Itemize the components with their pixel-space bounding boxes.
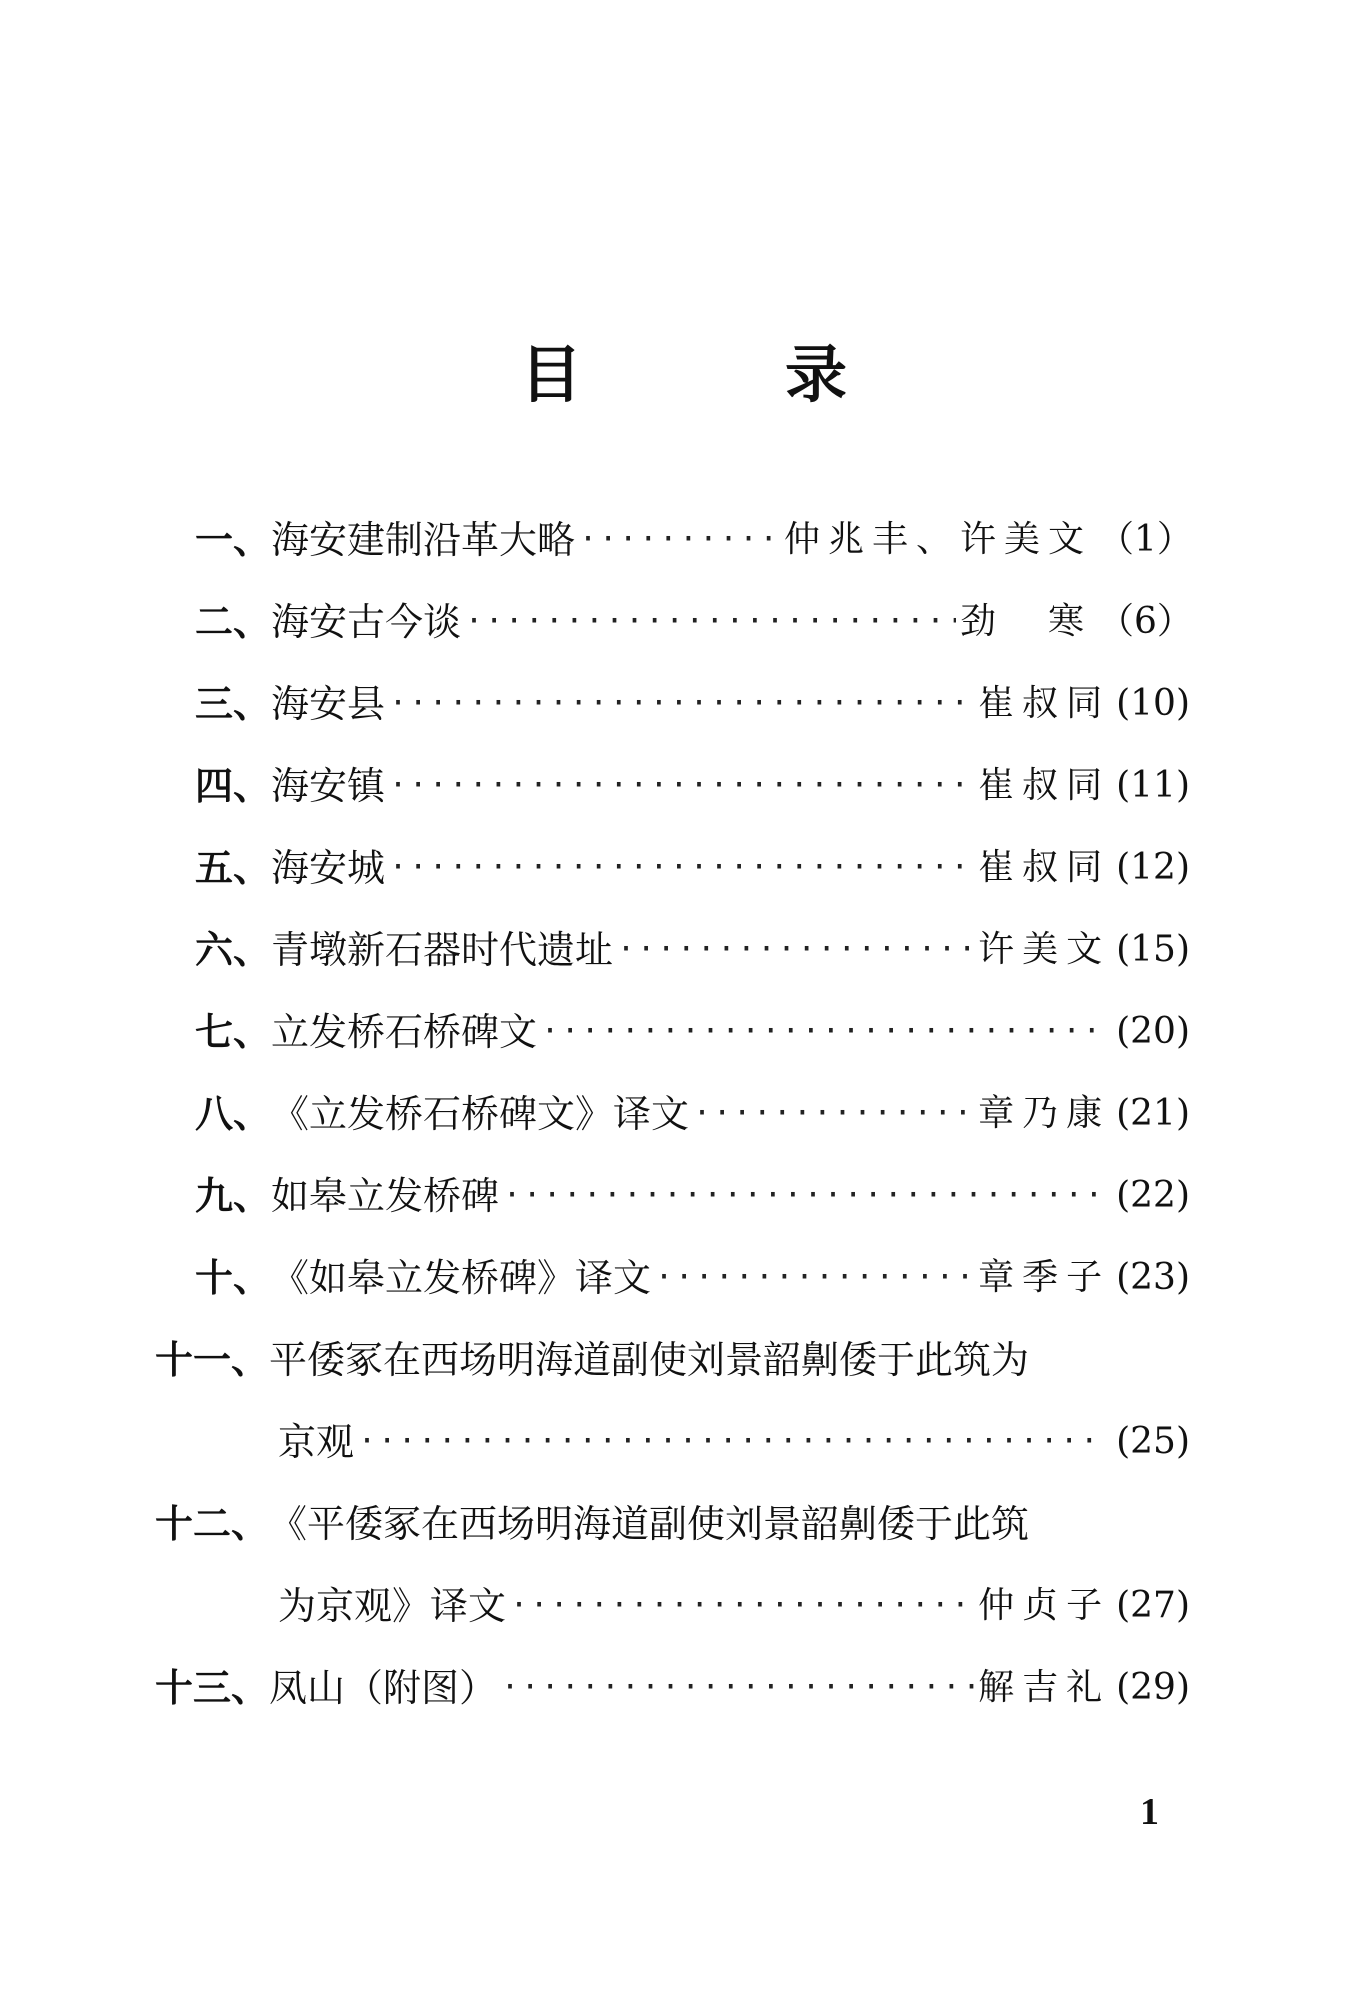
toc-entry-12[interactable] bbox=[155, 1494, 1190, 1554]
entry-page: (15) bbox=[1116, 929, 1190, 970]
entry-number: 十三、 bbox=[155, 1665, 270, 1710]
toc-entry-1[interactable] bbox=[195, 510, 1193, 570]
leader-dots bbox=[541, 1002, 1106, 1062]
entry-author: 仲贞子 bbox=[978, 1585, 1111, 1626]
entry-page: （6） bbox=[1098, 601, 1193, 642]
leader-dots bbox=[617, 920, 974, 980]
entry-author: 许美文 bbox=[978, 929, 1111, 970]
entry-author: 章乃康 bbox=[978, 1093, 1111, 1134]
entry-page: (23) bbox=[1116, 1257, 1190, 1298]
entry-page: (21) bbox=[1116, 1093, 1190, 1134]
leader-dots bbox=[465, 592, 956, 652]
entry-title: 《平倭冢在西场明海道副使刘景韶劓倭于此筑 bbox=[269, 1502, 1030, 1546]
entry-number: 四、 bbox=[195, 763, 272, 808]
toc-entry-13[interactable] bbox=[155, 1658, 1190, 1718]
entry-title: 海安镇 bbox=[271, 764, 386, 808]
entry-author: 仲兆丰、许美文 bbox=[783, 519, 1092, 560]
entry-title: 立发桥石桥碑文 bbox=[271, 1010, 538, 1054]
entry-title: 海安古今谈 bbox=[271, 600, 462, 644]
leader-dots bbox=[510, 1576, 974, 1636]
entry-page: (20) bbox=[1116, 1011, 1190, 1052]
entry-author: 劲 寒 bbox=[959, 601, 1092, 642]
entry-page: (11) bbox=[1116, 765, 1190, 806]
entry-number: 十一、 bbox=[155, 1337, 270, 1382]
entry-number: 二、 bbox=[195, 599, 272, 644]
entry-title: 平倭冢在西场明海道副使刘景韶劓倭于此筑为 bbox=[269, 1338, 1030, 1382]
entry-page: (22) bbox=[1116, 1175, 1190, 1216]
entry-title: 凤山（附图） bbox=[269, 1666, 498, 1710]
entry-page: (29) bbox=[1116, 1667, 1190, 1708]
leader-dots bbox=[501, 1658, 974, 1718]
toc-entry-8[interactable] bbox=[195, 1084, 1190, 1144]
entry-title: 海安城 bbox=[271, 846, 386, 890]
leader-dots bbox=[655, 1248, 974, 1308]
entry-title-continuation: 京观 bbox=[278, 1420, 355, 1464]
entry-page: (25) bbox=[1116, 1421, 1190, 1462]
toc-entry-7[interactable] bbox=[195, 1002, 1190, 1062]
entry-number: 六、 bbox=[195, 927, 272, 972]
entry-number: 九、 bbox=[195, 1173, 272, 1218]
toc-entry-12-continuation[interactable] bbox=[278, 1576, 1190, 1636]
leader-dots bbox=[389, 838, 974, 898]
toc-entry-10[interactable] bbox=[195, 1248, 1190, 1308]
entry-title: 如皋立发桥碑 bbox=[271, 1174, 500, 1218]
entry-author: 解吉礼 bbox=[978, 1667, 1111, 1708]
entry-author: 崔叔同 bbox=[978, 765, 1111, 806]
entry-number: 三、 bbox=[195, 681, 272, 726]
entry-title: 海安建制沿革大略 bbox=[271, 518, 576, 562]
entry-author: 崔叔同 bbox=[978, 683, 1111, 724]
toc-entry-6[interactable] bbox=[195, 920, 1190, 980]
entry-author: 章季子 bbox=[978, 1257, 1111, 1298]
leader-dots bbox=[503, 1166, 1106, 1226]
toc-entry-4[interactable] bbox=[195, 756, 1190, 816]
title-char-2: 录 bbox=[785, 338, 848, 411]
entry-title: 《如皋立发桥碑》译文 bbox=[271, 1256, 652, 1300]
entry-number: 十二、 bbox=[155, 1501, 270, 1546]
toc-entry-5[interactable] bbox=[195, 838, 1190, 898]
toc-entry-9[interactable] bbox=[195, 1166, 1190, 1226]
page-number: 1 bbox=[1140, 1791, 1159, 1833]
page-title bbox=[0, 335, 1370, 415]
entry-number: 一、 bbox=[195, 517, 272, 562]
leader-dots bbox=[389, 756, 974, 816]
toc-entry-2[interactable] bbox=[195, 592, 1193, 652]
leader-dots bbox=[389, 674, 974, 734]
entry-number: 八、 bbox=[195, 1091, 272, 1136]
entry-number: 五、 bbox=[195, 845, 272, 890]
entry-page: （1） bbox=[1098, 519, 1193, 560]
leader-dots bbox=[579, 510, 780, 570]
entry-page: (27) bbox=[1116, 1585, 1190, 1626]
leader-dots bbox=[358, 1412, 1106, 1472]
entry-author: 崔叔同 bbox=[978, 847, 1111, 888]
entry-title: 海安县 bbox=[271, 682, 386, 726]
entry-page: (12) bbox=[1116, 847, 1190, 888]
toc-entry-3[interactable] bbox=[195, 674, 1190, 734]
entry-title: 青墩新石器时代遗址 bbox=[271, 928, 614, 972]
entry-page: (10) bbox=[1116, 683, 1190, 724]
leader-dots bbox=[693, 1084, 974, 1144]
title-char-1: 目 bbox=[520, 338, 583, 411]
entry-title: 《立发桥石桥碑文》译文 bbox=[271, 1092, 690, 1136]
entry-title-continuation: 为京观》译文 bbox=[278, 1584, 507, 1628]
entry-number: 十、 bbox=[195, 1255, 272, 1300]
entry-number: 七、 bbox=[195, 1009, 272, 1054]
toc-entry-11[interactable] bbox=[155, 1330, 1190, 1390]
toc-entry-11-continuation[interactable] bbox=[278, 1412, 1190, 1472]
